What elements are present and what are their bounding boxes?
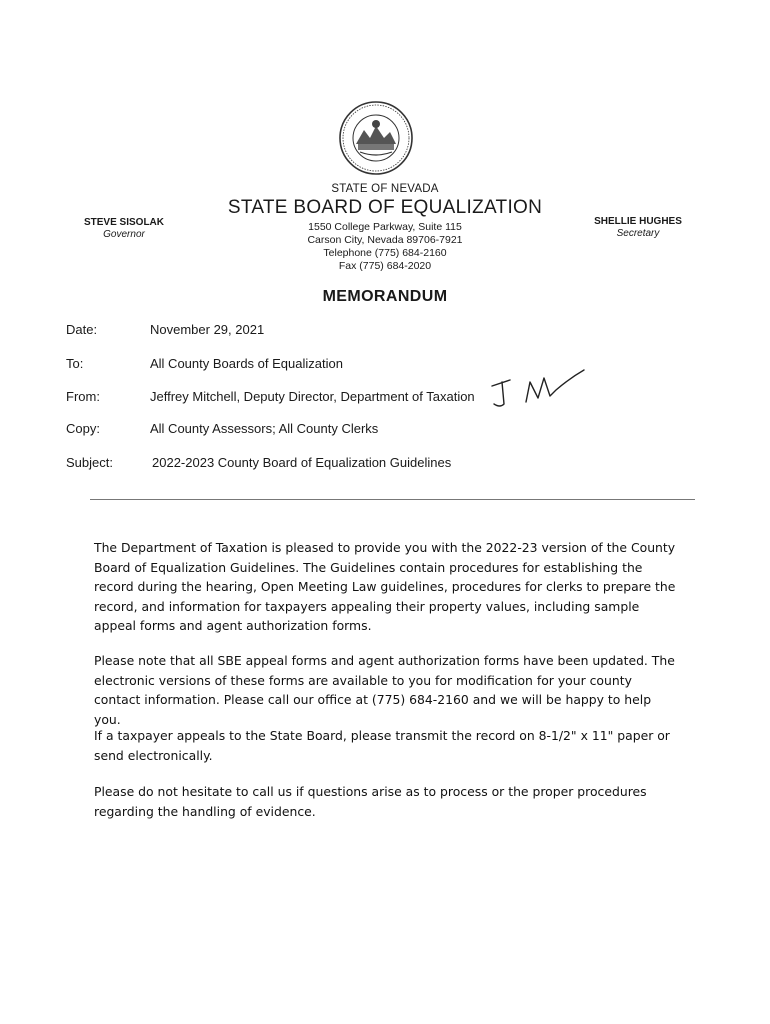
date-value: November 29, 2021	[150, 322, 265, 337]
board-title: STATE BOARD OF EQUALIZATION	[227, 197, 543, 218]
fax-line: Fax (775) 684-2020	[338, 260, 432, 272]
copy-label: Copy:	[66, 421, 100, 436]
body-paragraph: The Department of Taxation is pleased to provide you with the 2022-23 version of the County Board of Equalization Guidelines. The Guidelines contain procedures for establishing the record during the hearing, Open Meeting Law guidelines, procedures for clerks to prepare the record, and information for taxpayers appealing their property values, including sample appeal forms and agent authorization forms.	[94, 540, 676, 633]
subject-label: Subject:	[66, 455, 113, 470]
memo-title: MEMORANDUM	[322, 288, 448, 305]
body-paragraph: Please do not hesitate to call us if questions arise as to process or the proper procedures regarding the handling of evidence.	[94, 784, 647, 819]
governor-name: STEVE SISOLAK	[83, 217, 164, 228]
header-divider	[90, 499, 695, 500]
body-paragraph: If a taxpayer appeals to the State Board, please transmit the record on 8-1/2" x 11" paper or send electronically.	[94, 728, 670, 763]
address-line: Carson City, Nevada 89706-7921	[307, 234, 463, 246]
from-value: Jeffrey Mitchell, Deputy Director, Department of Taxation	[150, 389, 475, 404]
signature-mark	[480, 366, 590, 412]
subject-value: 2022-2023 County Board of Equalization Guidelines	[152, 455, 452, 470]
from-label: From:	[66, 389, 100, 404]
date-label: Date:	[66, 322, 98, 337]
address-line: 1550 College Parkway, Suite 115	[308, 221, 462, 233]
body-paragraph: Please note that all SBE appeal forms and agent authorization forms have been updated. The electronic versions of these forms are available to you for modification for your county contact information. Please call our office at (775) 684-2160 and we will be happy to help you.	[94, 653, 675, 727]
secretary-title: Secretary	[616, 228, 660, 239]
copy-value: All County Assessors; All County Clerks	[150, 421, 379, 436]
telephone-line: Telephone (775) 684-2160	[323, 247, 447, 259]
to-value: All County Boards of Equalization	[150, 356, 343, 371]
state-label: STATE OF NEVADA	[331, 183, 439, 195]
to-label: To:	[66, 356, 84, 371]
governor-title: Governor	[103, 229, 145, 240]
secretary-name: SHELLIE HUGHES	[594, 216, 682, 227]
state-seal-icon	[330, 100, 422, 176]
